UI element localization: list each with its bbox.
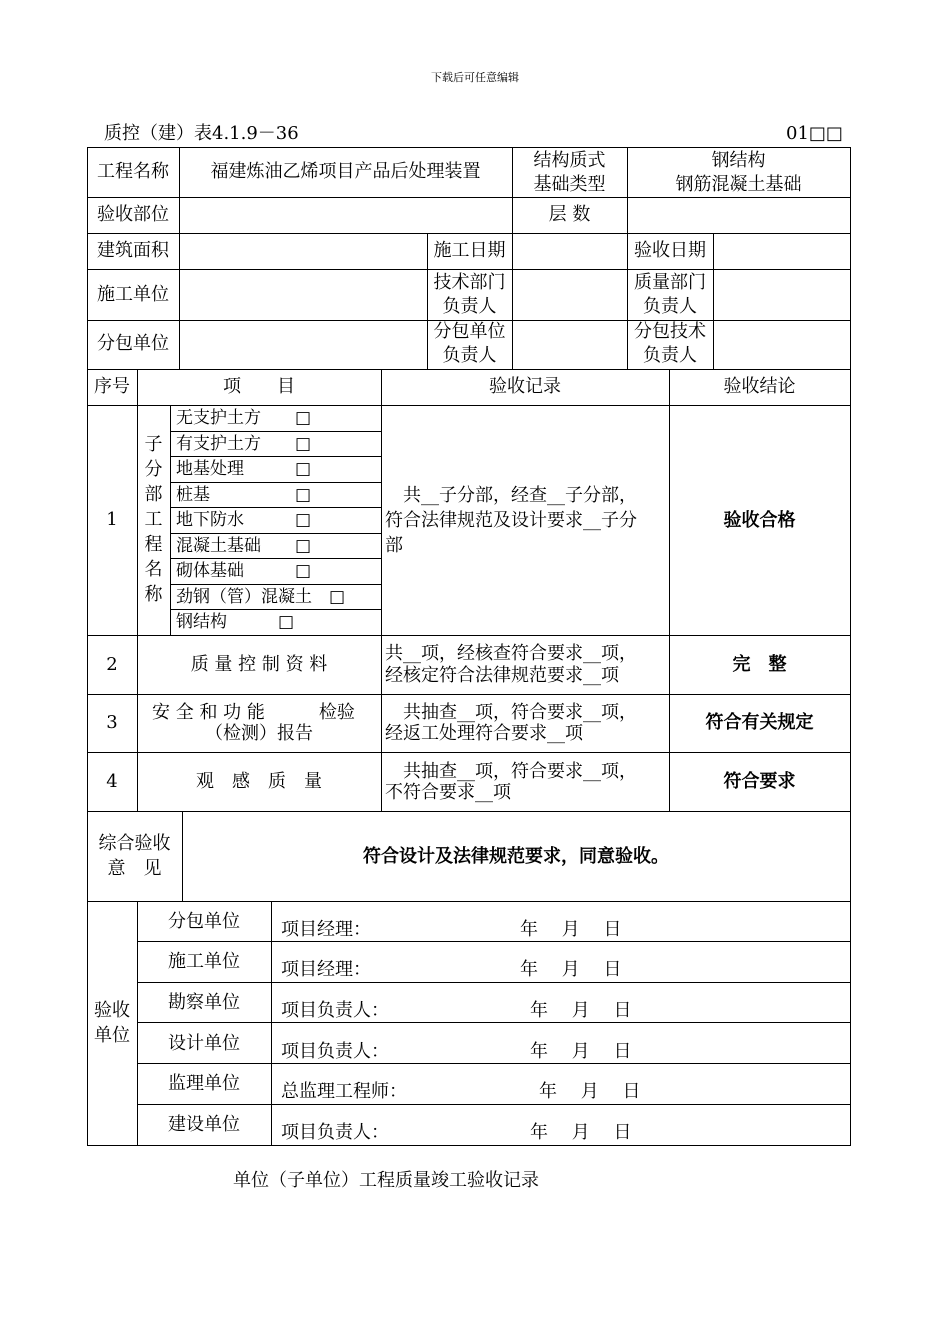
sub-item-3: 桩基 □ [176,485,312,505]
unit-role-0: 项目经理： [281,919,371,940]
unit-date-3: 年 月 日 [530,1041,632,1062]
structure-value-1: 钢结构 [711,150,766,171]
construction-date-label: 施工日期 [433,240,506,261]
unit-name-3: 设计单位 [168,1033,240,1054]
structure-label-1: 结构质式 [533,150,606,171]
unit-date-1: 年 月 日 [520,959,622,980]
tech-dept-label-1: 技术部门 [433,272,506,293]
unit-name-2: 勘察单位 [168,992,240,1013]
quality-dept-label-2: 负责人 [643,296,697,317]
subcontract-unit-label: 分包单位 [97,333,169,354]
sub-unit-head-label-1: 分包单位 [433,321,506,342]
column-no: 序号 [94,376,130,397]
row1-conclusion: 验收合格 [723,510,796,531]
acceptance-units-label-1: 验收 [94,1000,130,1021]
tech-dept-label-2: 负责人 [442,296,497,317]
unit-name-4: 监理单位 [168,1073,240,1094]
row4-item: 观 感 质 量 [196,771,322,792]
summary-label-2: 意 见 [107,858,162,879]
row1-vertical-label-4: 程 [144,534,163,555]
unit-date-0: 年 月 日 [520,919,622,940]
row1-vertical-label-0: 子 [144,434,163,455]
row2-item: 质 量 控 制 资 料 [190,654,328,675]
form-code: 质控（建）表4.1.9－36 [104,123,299,144]
sub-item-8: 钢结构 □ [176,612,295,632]
sub-tech-head-label-2: 负责人 [643,345,697,366]
row2-conclusion: 完 整 [732,654,787,675]
row3-record-1: 共抽查__项，符合要求__项， [385,702,637,723]
row1-record-2: 符合法律规范及设计要求__子分 [385,510,637,531]
row2-no: 2 [106,654,118,675]
row3-item-1: 安 全 和 功 能 检验 [152,702,355,723]
unit-date-2: 年 月 日 [530,1000,632,1021]
top-note: 下载后可任意编辑 [431,71,519,84]
unit-name-5: 建设单位 [168,1114,240,1135]
building-area-label: 建筑面积 [97,240,169,261]
structure-label-2: 基础类型 [533,174,606,195]
sub-item-1: 有支护土方 □ [176,434,312,454]
column-item: 项 目 [223,376,295,397]
sub-item-7: 劲钢（管）混凝土 □ [176,587,346,607]
footer-title: 单位（子单位）工程质量竣工验收记录 [233,1170,539,1191]
row2-record-1: 共__项，经核查符合要求__项， [385,643,637,664]
row1-vertical-label-2: 部 [144,484,163,505]
row3-item-2: （检测）报告 [205,723,313,744]
row4-record-1: 共抽查__项，符合要求__项， [385,761,637,782]
sub-item-6: 砌体基础 □ [176,561,312,581]
construction-unit-label: 施工单位 [97,284,169,305]
unit-name-0: 分包单位 [168,911,240,932]
unit-role-2: 项目负责人： [281,1000,389,1021]
unit-role-4: 总监理工程师： [281,1081,407,1102]
row3-no: 3 [106,712,118,733]
row1-record-1: 共__子分部，经查__子分部， [385,485,637,506]
sub-unit-head-label-2: 负责人 [442,345,497,366]
row1-vertical-label-3: 工 [144,509,163,530]
summary-label-1: 综合验收 [98,833,171,854]
row4-no: 4 [106,771,118,792]
row2-record-2: 经核定符合法律规范要求__项 [385,665,619,686]
sub-item-0: 无支护土方 □ [176,408,312,428]
unit-role-5: 项目负责人： [281,1122,389,1143]
row3-conclusion: 符合有关规定 [705,712,814,733]
accept-part-label: 验收部位 [97,204,169,225]
row1-vertical-label-5: 名 [144,559,163,580]
row1-vertical-label-1: 分 [144,459,163,480]
sub-tech-head-label-1: 分包技术 [634,321,706,342]
summary-value: 符合设计及法律规范要求，同意验收。 [363,846,669,867]
acceptance-units-label-2: 单位 [94,1025,130,1046]
floors-label: 层 数 [548,204,591,225]
page-code: 01□□ [786,123,843,144]
acceptance-date-label: 验收日期 [634,240,706,261]
row1-vertical-label-6: 称 [144,584,163,605]
sub-item-4: 地下防水 □ [176,510,312,530]
unit-date-5: 年 月 日 [530,1122,632,1143]
row1-no: 1 [106,509,118,530]
row4-conclusion: 符合要求 [723,771,796,792]
structure-value-2: 钢筋混凝土基础 [675,174,802,195]
unit-role-1: 项目经理： [281,959,371,980]
sub-item-2: 地基处理 □ [176,459,312,479]
column-conclusion: 验收结论 [723,376,796,397]
column-record: 验收记录 [489,376,561,397]
row3-record-2: 经返工处理符合要求__项 [385,723,583,744]
unit-name-1: 施工单位 [168,951,240,972]
row1-record-3: 部 [385,535,403,556]
sub-item-5: 混凝土基础 □ [176,536,312,556]
quality-dept-label-1: 质量部门 [634,272,706,293]
project-name-label: 工程名称 [97,161,169,182]
unit-role-3: 项目负责人： [281,1041,389,1062]
project-name-value: 福建炼油乙烯项目产品后处理装置 [210,161,481,182]
row4-record-2: 不符合要求__项 [385,782,511,803]
unit-date-4: 年 月 日 [539,1081,641,1102]
